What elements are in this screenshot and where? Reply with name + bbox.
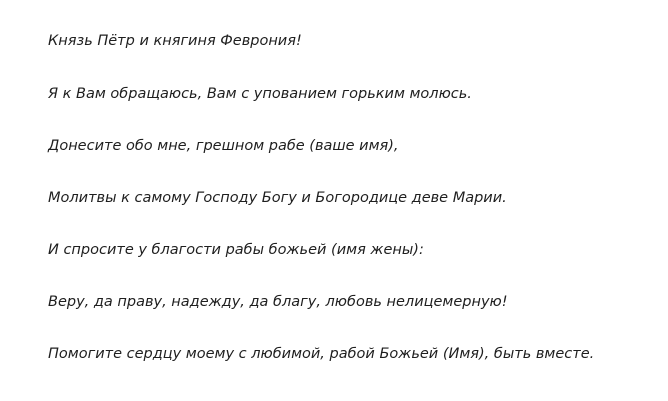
prayer-line-3: Донесите обо мне, грешном рабе (ваше имя), <box>48 138 399 154</box>
prayer-line-5: И спросите у благости рабы божьей (имя жены): <box>48 242 424 258</box>
prayer-line-7: Помогите сердцу моему с любимой, рабой Божьей (Имя), быть вместе. <box>48 346 595 362</box>
prayer-line-1: Князь Пётр и княгиня Феврония! <box>48 33 302 49</box>
prayer-line-2: Я к Вам обращаюсь, Вам с упованием горьким молюсь. <box>48 86 472 102</box>
prayer-line-4: Молитвы к самому Господу Богу и Богородице деве Марии. <box>48 190 507 206</box>
prayer-text <box>48 0 648 401</box>
prayer-line-6: Веру, да праву, надежду, да благу, любовь нелицемерную! <box>48 294 508 310</box>
